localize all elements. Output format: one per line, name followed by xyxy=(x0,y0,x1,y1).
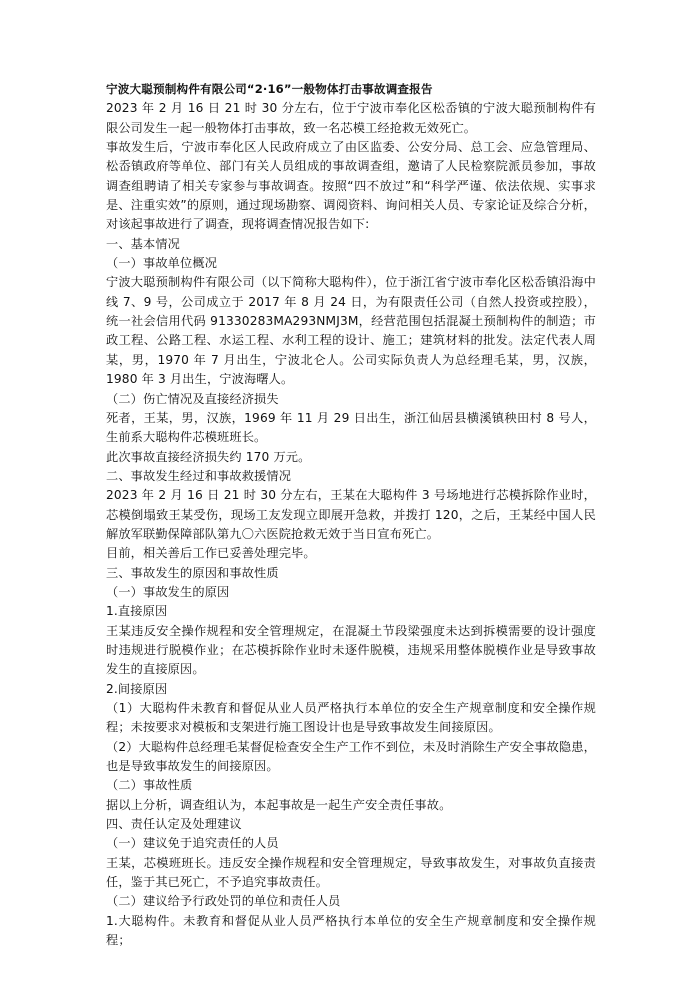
investigation-paragraph: 事故发生后，宁波市奉化区人民政府成立了由区监委、公安分局、总工会、应急管理局、松岙镇政府等单位、部门有关人员组成的事故调查组，邀请了人民检察院派员参加，事故调查组聘请了相关专家参与事故调查。按照“四不放过”和“科学严谨、依法依规、实事求是、注重实效”的原则，通过现场勘察、调阅资料、询问相关人员、专家论证及综合分析，对该起事故进行了调查，现将调查情况报告如下: xyxy=(106,140,596,232)
subsection-heading-nature: （二）事故性质 xyxy=(106,778,193,793)
deceased-paragraph: 死者，王某，男，汉族，1969 年 11 月 29 日出生，浙江仙居县横溪镇秧田村 8 号人，生前系大聪构件芯模班班长。 xyxy=(106,410,596,445)
indirect-cause-item-1: （1）大聪构件未教育和督促从业人员严格执行本单位的安全生产规章制度和安全操作规程；未按要求对模板和支架进行施工图设计也是导致事故发生间接原因。 xyxy=(106,701,596,735)
exempted-paragraph: 王某，芯模班班长。违反安全操作规程和安全管理规定，导致事故发生，对事故负直接责任，鉴于其已死亡，不予追究事故责任。 xyxy=(106,855,596,890)
indirect-cause-heading: 2.间接原因 xyxy=(106,681,168,696)
company-overview-paragraph: 宁波大聪预制构件有限公司（以下简称大聪构件），位于浙江省宁波市奉化区松岙镇沿海中线 7、9 号，公司成立于 2017 年 8 月 24 日，为有限责任公司（自然人投资或控股），统一社会信用代码 91330283MA293NMJ3M，经营范围包括混凝土预制构件的制造；市政工程、公路工程、水运工程、水利工程的设计、施工；建筑材料的批发。法定代表人周某，男，1970 年 7 月出生，宁波北仑人。公司实际负责人为总经理毛某，男，汉族，1980 年 3 月出生，宁波海曙人。 xyxy=(106,275,596,387)
direct-cause-paragraph: 王某违反安全操作规程和安全管理规定，在混凝土节段梁强度未达到拆模需要的设计强度时违规进行脱模作业；在芯模拆除作业时未逐件脱模，违规采用整体脱模作业是导致事故发生的直接原因。 xyxy=(106,623,596,677)
section-heading-responsibility: 四、责任认定及处理建议 xyxy=(106,817,242,832)
direct-cause-heading: 1.直接原因 xyxy=(106,604,168,619)
intro-paragraph: 2023 年 2 月 16 日 21 时 30 分左右，位于宁波市奉化区松岙镇的宁波大聪预制构件有限公司发生一起一般物体打击事故，致一名芯模工经抢救无效死亡。 xyxy=(106,101,596,135)
subsection-heading-penalties: （二）建议给予行政处罚的单位和责任人员 xyxy=(106,894,341,909)
section-heading-accident-course: 二、事故发生经过和事故救援情况 xyxy=(106,468,292,483)
subsection-heading-causes: （一）事故发生的原因 xyxy=(106,584,230,599)
report-title: 宁波大聪预制构件有限公司“2·16”一般物体打击事故调查报告 xyxy=(106,82,433,96)
section-heading-causes: 三、事故发生的原因和事故性质 xyxy=(106,565,279,580)
subsection-heading-casualties: （二）伤亡情况及直接经济损失 xyxy=(106,391,279,406)
report-document xyxy=(106,80,596,950)
economic-loss-paragraph: 此次事故直接经济损失约 170 万元。 xyxy=(106,449,311,464)
aftermath-paragraph: 目前，相关善后工作已妥善处理完毕。 xyxy=(106,546,316,561)
subsection-heading-company-overview: （一）事故单位概况 xyxy=(106,256,218,271)
section-heading-basic-info: 一、基本情况 xyxy=(106,236,181,251)
indirect-cause-item-2: （2）大聪构件总经理毛某督促检查安全生产工作不到位，未及时消除生产安全事故隐患，也是导致事故发生的间接原因。 xyxy=(106,739,596,774)
penalty-item-1: 1.大聪构件。未教育和督促从业人员严格执行本单位的安全生产规章制度和安全操作规程； xyxy=(106,913,596,948)
subsection-heading-exempted: （一）建议免于追究责任的人员 xyxy=(106,836,279,851)
nature-paragraph: 据以上分析，调查组认为，本起事故是一起生产安全责任事故。 xyxy=(106,797,452,812)
accident-course-paragraph: 2023 年 2 月 16 日 21 时 30 分左右，王某在大聪构件 3 号场地进行芯模拆除作业时，芯模倒塌致王某受伤，现场工友发现立即展开急救，并拨打 120，之后，王某经中国人民解放军联勤保障部队第九〇六医院抢救无效于当日宣布死亡。 xyxy=(106,488,596,541)
